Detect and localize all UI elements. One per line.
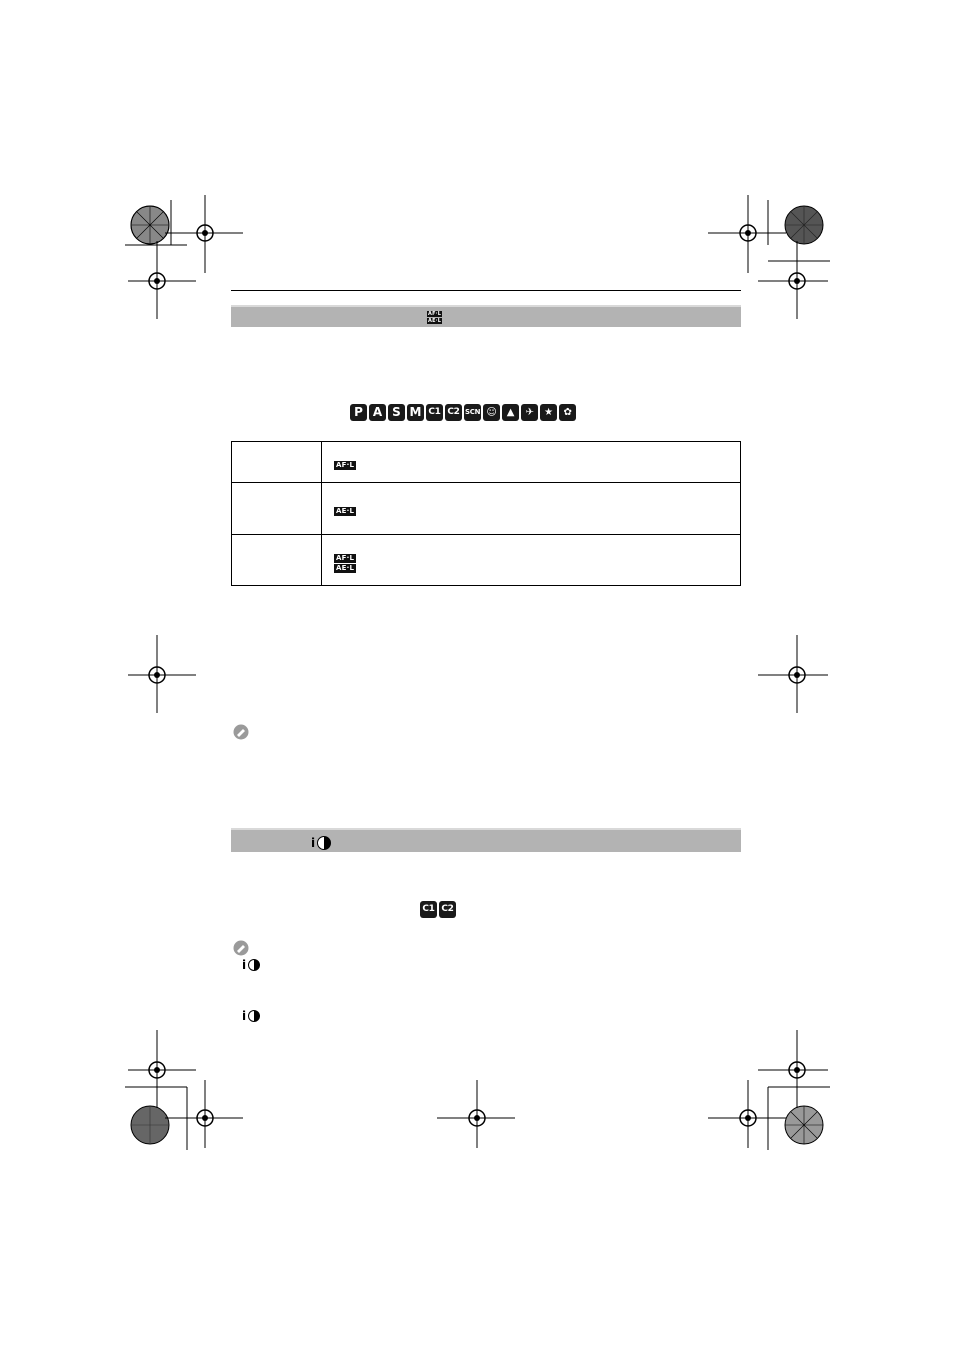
mode-a-icon: A: [369, 404, 386, 421]
note-icon: [233, 724, 249, 740]
crosshair-mark: [708, 1078, 788, 1158]
table-row: [232, 535, 741, 586]
mode-c2-icon: C2: [439, 901, 456, 918]
mode-m-icon: M: [407, 404, 424, 421]
intelligent-exposure-icon: [242, 958, 260, 972]
crosshair-mark: [758, 635, 838, 715]
note-icon: [233, 940, 249, 956]
crosshair-mark: [165, 1078, 245, 1158]
mode-s-icon: S: [388, 404, 405, 421]
mode-close-up-icon: ✿: [559, 404, 576, 421]
lock-settings-table: [231, 441, 741, 586]
mode-sports-icon: ✈: [521, 404, 538, 421]
af-tag: AF·L: [428, 311, 442, 317]
crosshair-mark: [118, 635, 198, 715]
section-bar-af-ae-lock: [231, 305, 741, 327]
table-row: [232, 442, 741, 483]
table-row: [232, 483, 741, 535]
mode-c1-icon: C1: [420, 901, 437, 918]
i-letter: i: [311, 835, 316, 850]
af-l-tag: AF·L: [336, 554, 355, 562]
table-cell-label: [232, 442, 322, 483]
table-cell-label: [232, 535, 322, 586]
crosshair-mark: [437, 1078, 517, 1158]
i-letter: i: [242, 958, 247, 972]
mode-p-icon: P: [350, 404, 367, 421]
mode-night-portrait-icon: ★: [540, 404, 557, 421]
header-rule: [231, 290, 741, 291]
table-cell-desc: [322, 535, 741, 586]
mode-scn-icon: SCN: [464, 404, 481, 421]
intelligent-exposure-icon: [242, 1009, 260, 1023]
applicable-modes-row: [350, 404, 576, 421]
ae-l-tag: AE·L: [336, 564, 355, 572]
half-circle-icon: [248, 959, 260, 971]
table-cell-label: [232, 483, 322, 535]
af-l-tag: AF·L: [336, 461, 355, 469]
afae-lock-icon: [427, 310, 442, 325]
ae-l-tag: AE·L: [336, 506, 355, 515]
intelligent-exposure-icon: [311, 835, 331, 850]
table-cell-desc: [322, 483, 741, 535]
half-circle-icon: [248, 1010, 260, 1022]
mode-c2-icon: C2: [445, 404, 462, 421]
mode-portrait-icon: ☺: [483, 404, 500, 421]
i-letter: i: [242, 1009, 247, 1023]
section-bar-intelligent-exposure: [231, 828, 741, 852]
ae-tag: AE·L: [428, 318, 442, 324]
table-cell-desc: [322, 442, 741, 483]
mode-scenery-icon: ▲: [502, 404, 519, 421]
crosshair-mark: [118, 241, 198, 321]
half-circle-icon: [317, 836, 331, 850]
mode-c1-icon: C1: [426, 404, 443, 421]
applicable-modes-row-2: [420, 901, 456, 918]
crosshair-mark: [758, 241, 838, 321]
